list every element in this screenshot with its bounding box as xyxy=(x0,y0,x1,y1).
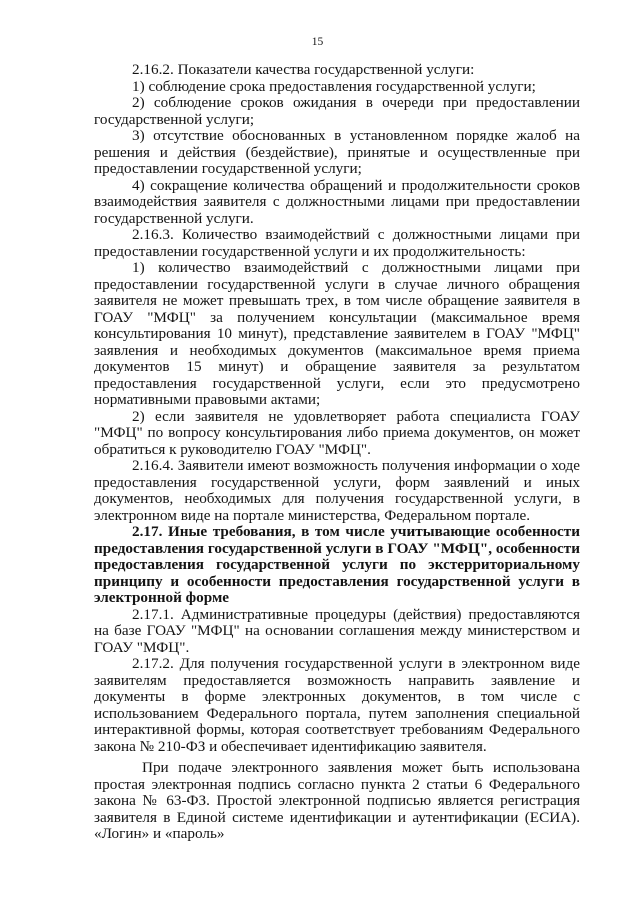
list-item-4-interactions: 4) сокращение количества обращений и продолжительности сроков взаимодействия заявителя с должностными лицами при предоставлении государственной услуги. xyxy=(94,176,580,227)
paragraph-2-16-2: 2.16.2. Показатели качества государственной услуги: xyxy=(132,61,475,78)
paragraph-electronic-signature: При подаче электронного заявления может быть использована простая электронная подпись согласно пункта 2 статьи 6 Федерального закона № 63-ФЗ. Простой электронной подписью является регистрация заявителя в Единой системе идентификации и аутентификации (ЕСИА). «Логин» и «пароль» xyxy=(94,759,580,842)
section-heading-2-17: 2.17. Иные требования, в том числе учитывающие особенности предоставления государственной услуги в ГОАУ "МФЦ", особенности предоставления государственной услуги по экстерриториальному принципу и особенности предоставления государственной услуги в электронной форме xyxy=(94,523,580,606)
paragraph-2-17-1: 2.17.1. Административные процедуры (действия) предоставляются на базе ГОАУ "МФЦ" на основании соглашения между министерством и ГОАУ "МФЦ". xyxy=(94,605,580,656)
list-item-2-manager-appeal: 2) если заявителя не удовлетворяет работа специалиста ГОАУ "МФЦ" по вопросу консультирования либо приема документов, он может обратиться к руководителю ГОАУ "МФЦ". xyxy=(94,407,580,458)
list-item-2-queue: 2) соблюдение сроков ожидания в очереди при предоставлении государственной услуги; xyxy=(94,94,580,128)
list-item-3-complaints: 3) отсутствие обоснованных в установленном порядке жалоб на решения и действия (бездействие), принятые и осуществленные при предоставлении государственной услуги; xyxy=(94,127,580,177)
paragraph-2-16-4: 2.16.4. Заявители имеют возможность получения информации о ходе предоставления государственной услуги, форм заявлений и иных документов, необходимых для получения государственной услуги, в электронном виде на портале министерства, Федеральном портале. xyxy=(94,457,580,524)
paragraph-2-16-3: 2.16.3. Количество взаимодействий с должностными лицами при предоставлении государственной услуги и их продолжительность: xyxy=(94,226,580,260)
paragraph-2-17-2: 2.17.2. Для получения государственной услуги в электронном виде заявителям предоставляется возможность направить заявление и документы в форме электронных документов, в том числе с использованием Федерального портала, путем заполнения специальной интерактивной формы, которая соответствует требованиям Федерального закона № 210-ФЗ и обеспечивает идентификацию заявителя. xyxy=(94,655,580,755)
list-item-1-interaction-count: 1) количество взаимодействий с должностными лицами при предоставлении государственной услуги в случае личного обращения заявителя не может превышать трех, в том числе обращение заявителя в ГОАУ "МФЦ" за получением консультации (максимальное время консультирования 10 минут), представление заявителем в ГОАУ "МФЦ" заявления и необходимых документов (максимальное время приема документов 15 минут) и обращение заявителя за результатом предоставления государственной услуги, если это предусмотрено нормативными правовыми актами; xyxy=(94,259,580,408)
list-item-1-deadline: 1) соблюдение срока предоставления государственной услуги; xyxy=(132,77,536,95)
document-body xyxy=(94,62,580,843)
page-number: 15 xyxy=(311,36,324,48)
